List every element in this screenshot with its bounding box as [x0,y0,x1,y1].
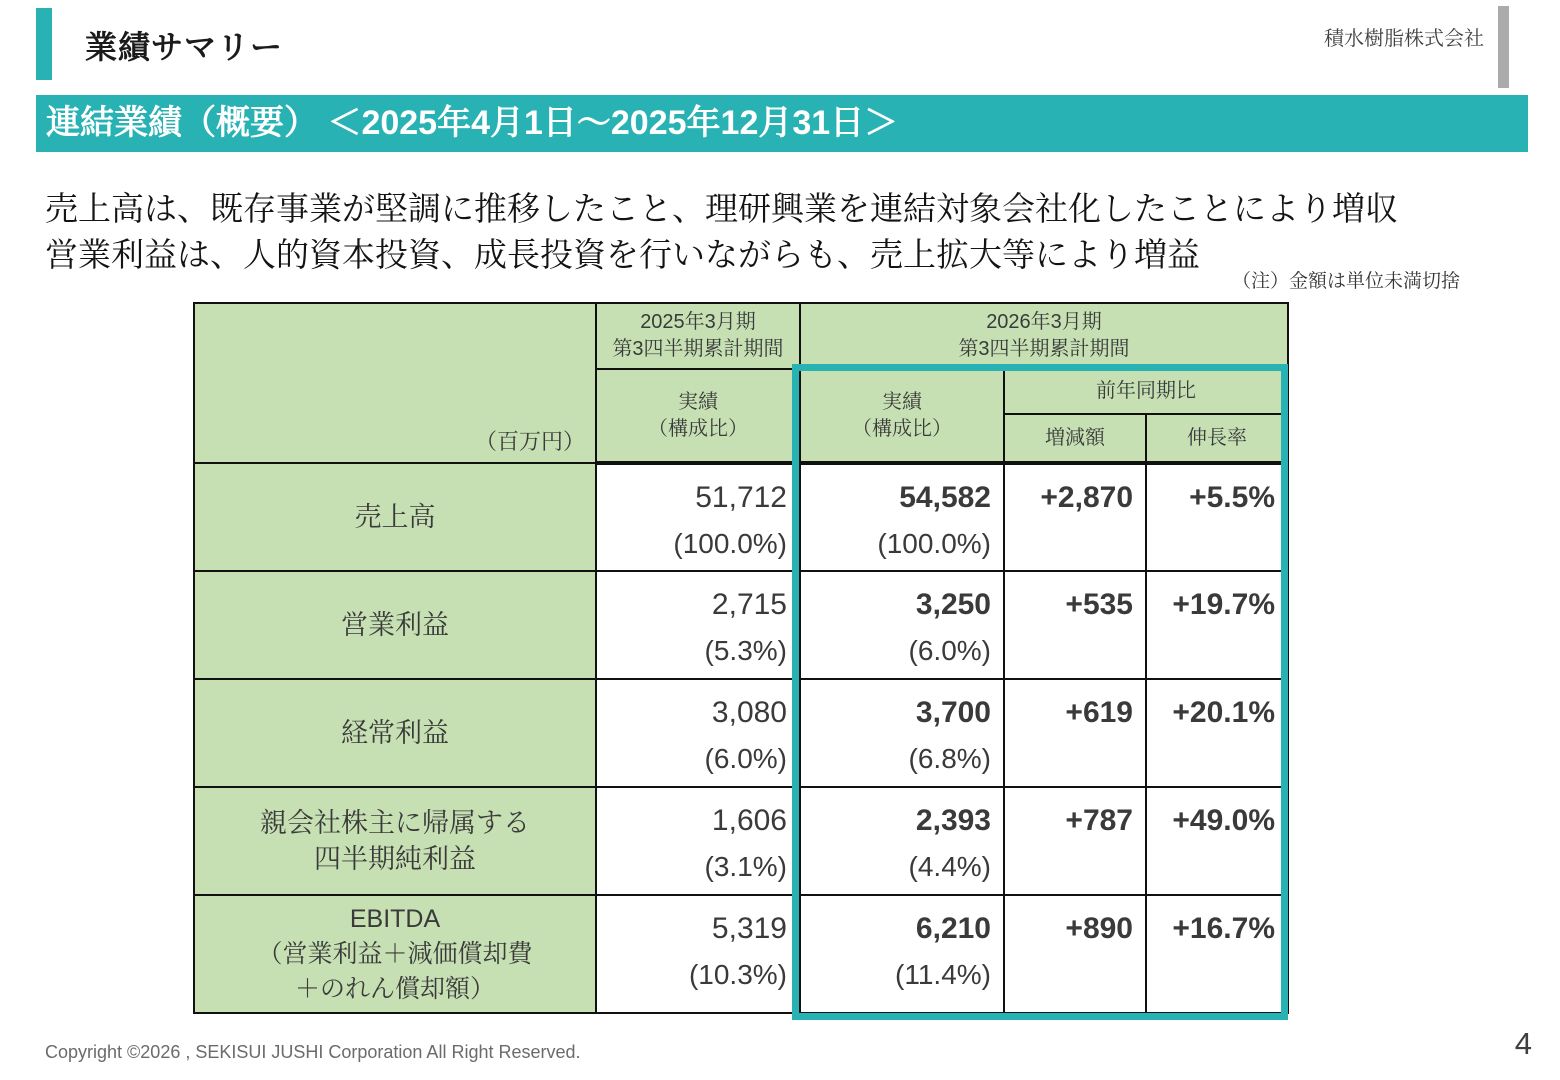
rate-cell: +16.7% [1146,895,1288,1013]
diff-cell: +787 [1004,787,1146,895]
curr-actual-header: 実績 （構成比） [800,369,1004,463]
unit-label-cell [194,303,596,463]
summary-text [45,186,1398,277]
diff-header: 増減額 [1004,414,1146,463]
diff-cell: +890 [1004,895,1146,1013]
curr-value-cell: 2,393 (4.4%) [800,787,1004,895]
copyright-text: Copyright ©2026 , SEKISUI JUSHI Corporation All Right Reserved. [45,1042,581,1062]
row-label: 営業利益 [194,571,596,679]
company-name: 積水樹脂株式会社 [1324,28,1484,50]
unit-note: （注）金額は単位未満切捨 [1231,271,1460,292]
curr-value-cell: 3,250 (6.0%) [800,571,1004,679]
title-accent-bar [36,8,52,80]
curr-value-cell: 3,700 (6.8%) [800,679,1004,787]
rate-header: 伸長率 [1146,414,1288,463]
prev-value-cell: 1,606 (3.1%) [596,787,800,895]
table-row-operating-income [194,571,1288,679]
prev-actual-header: 実績 （構成比） [596,369,800,463]
rate-cell: +20.1% [1146,679,1288,787]
row-label: EBITDA （営業利益＋減価償却費 ＋のれん償却額） [194,895,596,1013]
rate-cell: +49.0% [1146,787,1288,895]
prev-value-cell: 3,080 (6.0%) [596,679,800,787]
yoy-header: 前年同期比 [1004,369,1288,414]
diff-cell: +619 [1004,679,1146,787]
prev-period-header: 2025年3月期 第3四半期累計期間 [596,303,800,369]
rate-cell: +5.5% [1146,463,1288,571]
curr-value-cell: 6,210 (11.4%) [800,895,1004,1013]
diff-cell: +535 [1004,571,1146,679]
header-divider-bar [1498,6,1509,88]
rate-cell: +19.7% [1146,571,1288,679]
row-label: 親会社株主に帰属する 四半期純利益 [194,787,596,895]
page-number: 4 [1514,1026,1532,1061]
table-row-net-income [194,787,1288,895]
prev-value-cell: 5,319 (10.3%) [596,895,800,1013]
row-label: 売上高 [194,463,596,571]
table-row-sales [194,463,1288,571]
prev-value-cell: 51,712 (100.0%) [596,463,800,571]
row-label: 経常利益 [194,679,596,787]
prev-value-cell: 2,715 (5.3%) [596,571,800,679]
curr-value-cell: 54,582 (100.0%) [800,463,1004,571]
section-banner: 連結業績（概要） ＜2025年4月1日～2025年12月31日＞ [36,95,1528,152]
table-row-ordinary-income [194,679,1288,787]
results-table [193,302,1289,1014]
table-row-ebitda [194,895,1288,1013]
results-table-container [193,302,1303,1014]
summary-line-2: 営業利益は、人的資本投資、成長投資を行いながらも、売上拡大等により増益 [45,235,1200,273]
page-title: 業績サマリー [85,29,284,65]
diff-cell: +2,870 [1004,463,1146,571]
curr-period-header: 2026年3月期 第3四半期累計期間 [800,303,1288,369]
unit-label: （百万円） [474,429,585,454]
summary-line-1: 売上高は、既存事業が堅調に推移したこと、理研興業を連結対象会社化したことにより増収 [45,190,1398,227]
